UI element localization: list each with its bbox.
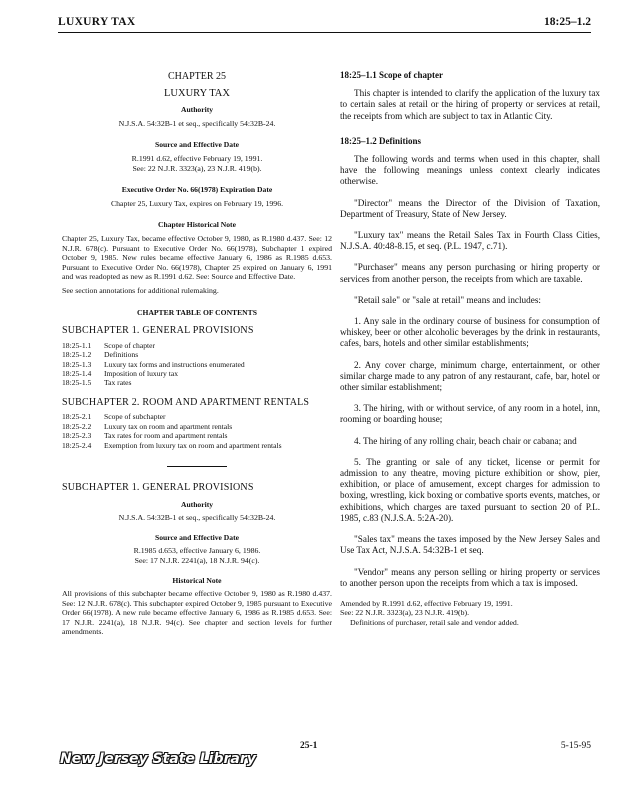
toc-section-title: Exemption from luxury tax on room and apartment rentals	[104, 440, 282, 450]
section-annotations-note: See section annotations for additional rulemaking.	[62, 285, 219, 295]
section-divider	[167, 466, 227, 467]
subchapter-source-line-1: R.1985 d.653, effective January 6, 1986.	[133, 546, 261, 556]
toc-section-number: 18:25-1.3	[62, 359, 92, 369]
toc-section-number: 18:25-1.2	[62, 350, 92, 360]
subchapter-authority-text: N.J.S.A. 54:32B-1 et seq., specifically 54:32B-24.	[118, 513, 276, 523]
toc-section-number: 18:25-1.4	[62, 368, 92, 378]
toc-section-number: 18:25-2.4	[62, 440, 92, 450]
section-1-2-heading: 18:25–1.2 Definitions	[340, 135, 421, 146]
source-line-1: R.1991 d.62, effective February 19, 1991.	[131, 153, 263, 163]
toc-section-number: 18:25-2.3	[62, 431, 92, 441]
subchapter-historical-note-heading: Historical Note	[172, 575, 222, 585]
toc-row	[62, 369, 332, 378]
toc-row	[62, 441, 332, 450]
section-1-1-text: This chapter is intended to clarify the application of the luxury tax to certain sales at retail or the hiring of property or services at retail, the receipts from which are subject to tax in Atlantic City.	[340, 88, 600, 121]
toc-row	[62, 378, 332, 387]
page-date: 5-15-95	[560, 741, 591, 751]
toc-section-number: 18:25-2.1	[62, 412, 92, 422]
authority-heading: Authority	[180, 105, 214, 115]
definition-vendor: "Vendor" means any person selling or hiring property or services to another person upon the receipts from which a tax is imposed.	[340, 566, 600, 588]
subchapter-1-toc	[62, 341, 332, 388]
toc-row	[62, 350, 332, 359]
running-header	[58, 14, 591, 33]
subchapter-2-toc	[62, 412, 332, 450]
toc-section-title: Definitions	[104, 350, 139, 360]
table-of-contents-heading: CHAPTER TABLE OF CONTENTS	[137, 307, 257, 317]
definitions-intro: The following words and terms when used in this chapter, shall have the following meanings unless context clearly indicates otherwise.	[340, 154, 600, 187]
subchapter-2-title: SUBCHAPTER 2. ROOM AND APARTMENT RENTALS	[62, 396, 310, 408]
retail-sale-item-2: 2. Any cover charge, minimum charge, entertainment, or other similar charge made to any patron of any restaurant, cafe, bar, hotel or other similar establishment;	[340, 359, 600, 393]
chapter-historical-note-text: Chapter 25, Luxury Tax, became effective October 9, 1980, as R.1980 d.437. See: 12 N.J.R. 678(c). Pursuant to Executive Order No. 66(1978), Subchapter 1 expired October 9, 1985. New rules became effective January 6, 1986 as R.1985 d.653. Pursuant to Executive Order No. 66(1978), Chapter 25 expired on January 6, 1991 and was readopted as new as R.1991 d.62. See: Source and Effective Date.	[62, 233, 332, 282]
toc-section-title: Luxury tax on room and apartment rentals	[104, 421, 233, 431]
amendment-line-1: Amended by R.1991 d.62, effective February 19, 1991.	[340, 598, 513, 608]
retail-sale-item-4: 4. The hiring of any rolling chair, beach chair or cabana; and	[354, 435, 577, 446]
definition-purchaser: "Purchaser" means any person purchasing or hiring property or services from another person, the receipts from which are taxable.	[340, 262, 600, 284]
definition-sales-tax: "Sales tax" means the taxes imposed by the New Jersey Sales and Use Tax Act, N.J.S.A. 54:32B-1 et seq.	[340, 534, 600, 556]
toc-row	[62, 431, 332, 440]
source-line-2: See: 22 N.J.R. 3323(a), 23 N.J.R. 419(b).	[132, 163, 262, 173]
chapter-number: CHAPTER 25	[167, 71, 227, 82]
toc-section-number: 18:25-1.5	[62, 378, 92, 388]
subchapter-authority-heading: Authority	[180, 499, 214, 509]
retail-sale-item-5: 5. The granting or sale of any ticket, license or permit for admission to any theatre, moving picture exhibition or show, pier, exhibition, or place of amusement, except charges for admission to boxing, wrestling, kick boxing or combative sports events, matches, or exhibitions, which charges are taxed pursuant to section 20 of P.L. 1985, c.83 (N.J.S.A. 5:2A-20).	[340, 456, 601, 523]
toc-section-title: Luxury tax forms and instructions enumerated	[104, 359, 245, 369]
subchapter-historical-note-text: All provisions of this subchapter became effective October 9, 1980 as R.1980 d.437. See: 12 N.J.R. 678(c). This subchapter expired October 9, 1985 pursuant to Executive Order 66(1978). A new rule became effective January 6, 1986 as R.1985 d.653. See: 17 N.J.R. 2241(a), 18 N.J.R. 94(c). See chapter and section levels for further amendments.	[62, 589, 332, 637]
toc-row	[62, 412, 332, 421]
header-section-number: 18:25–1.2	[544, 16, 591, 28]
source-heading: Source and Effective Date	[154, 140, 239, 150]
toc-section-title: Scope of chapter	[104, 340, 156, 350]
definition-luxury-tax: "Luxury tax" means the Retail Sales Tax in Fourth Class Cities, N.J.S.A. 40:48-8.15, et seq. (P.L. 1947, c.71).	[340, 230, 600, 252]
executive-order-text: Chapter 25, Luxury Tax, expires on February 19, 1996.	[110, 198, 284, 208]
authority-text: N.J.S.A. 54:32B-1 et seq., specifically 54:32B-24.	[118, 118, 276, 128]
toc-row	[62, 360, 332, 369]
subchapter-1-title: SUBCHAPTER 1. GENERAL PROVISIONS	[62, 325, 254, 337]
page-number: 25-1	[300, 741, 318, 751]
subchapter-1-heading: SUBCHAPTER 1. GENERAL PROVISIONS	[62, 481, 254, 493]
retail-sale-item-1: 1. Any sale in the ordinary course of business for consumption of whiskey, beer or other alcoholic beverages by the drink in restaurants, cafes, bars, hotels and other similar establishments;	[340, 316, 600, 349]
chapter-title: LUXURY TAX	[164, 87, 230, 99]
executive-order-heading: Executive Order No. 66(1978) Expiration Date	[121, 185, 273, 195]
toc-row	[62, 422, 332, 431]
toc-section-title: Tax rates	[104, 378, 132, 388]
toc-section-number: 18:25-1.1	[62, 340, 92, 350]
amendment-note	[340, 599, 600, 627]
amendment-line-3: Definitions of purchaser, retail sale and vendor added.	[350, 617, 519, 627]
right-column	[340, 70, 600, 627]
header-title: LUXURY TAX	[58, 16, 136, 28]
subchapter-source-line-2: See: 17 N.J.R. 2241(a), 18 N.J.R. 94(c).	[134, 555, 260, 565]
chapter-historical-note-heading: Chapter Historical Note	[158, 220, 236, 230]
definition-director: "Director" means the Director of the Division of Taxation, Department of Treasury, State of New Jersey.	[340, 197, 600, 219]
toc-section-title: Tax rates for room and apartment rentals	[104, 431, 228, 441]
amendment-line-2: See: 22 N.J.R. 3323(a), 23 N.J.R. 419(b).	[340, 608, 470, 618]
left-column	[62, 70, 332, 637]
section-1-1-heading: 18:25–1.1 Scope of chapter	[340, 70, 443, 80]
retail-sale-item-3: 3. The hiring, with or without service, of any room in a hotel, inn, rooming or boarding house;	[340, 403, 600, 425]
toc-section-number: 18:25-2.2	[62, 421, 92, 431]
definition-retail-sale: "Retail sale" or "sale at retail" means and includes:	[354, 294, 541, 305]
toc-section-title: Scope of subchapter	[104, 412, 166, 422]
subchapter-source-heading: Source and Effective Date	[154, 532, 239, 542]
toc-section-title: Imposition of luxury tax	[104, 368, 179, 378]
toc-row	[62, 341, 332, 350]
library-logo: New Jersey State Library	[60, 751, 256, 767]
